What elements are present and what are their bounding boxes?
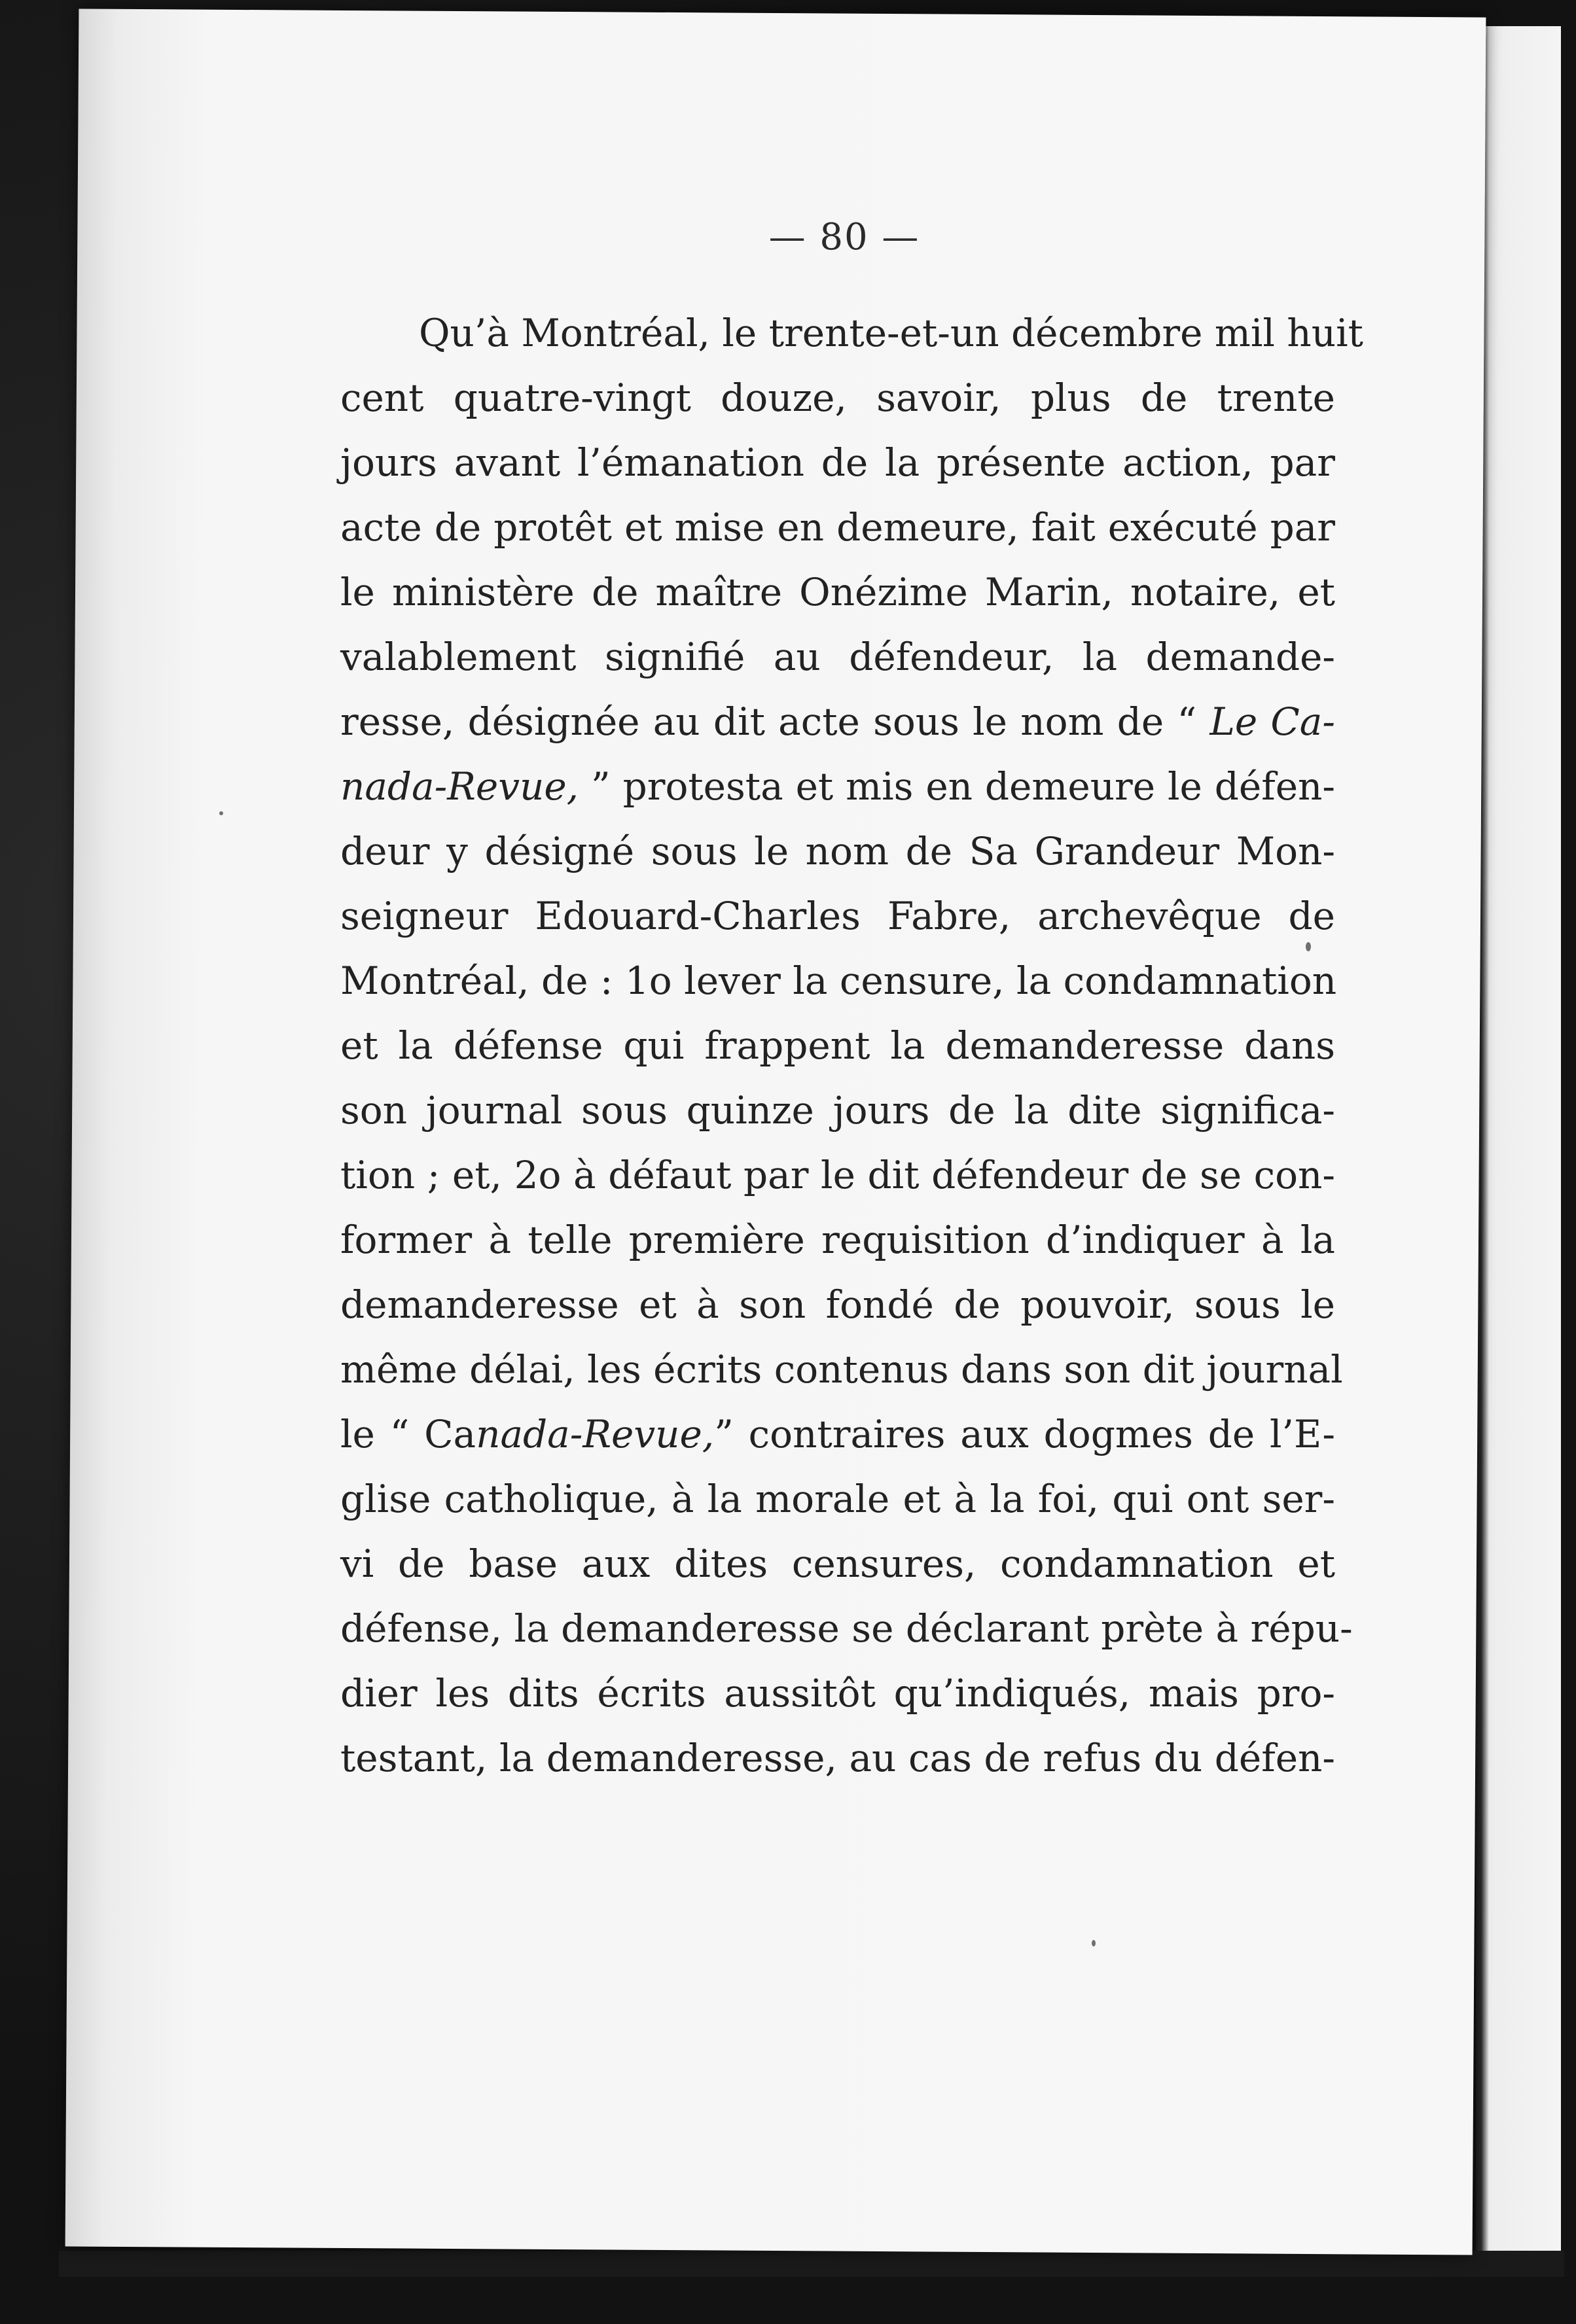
page-bottom-shadow <box>59 2251 1564 2277</box>
ink-speck <box>1306 942 1311 951</box>
text-line: le ministère de maître Onézime Marin, notaire, et <box>340 570 1335 614</box>
text-line: tion ; et, 2o à défaut par le dit défendeur de se con- <box>340 1153 1335 1197</box>
text-line: nada-Revue, ” protesta et mis en demeure le défen- <box>340 764 1335 809</box>
ink-speck <box>1092 1940 1096 1946</box>
adjacent-page-edge <box>1476 26 1561 2277</box>
text-line: acte de protêt et mise en demeure, fait exécuté par <box>340 505 1335 550</box>
text-line: resse, désignée au dit acte sous le nom de “ Le Ca- <box>340 699 1335 744</box>
text-line: cent quatre-vingt douze, savoir, plus de trente <box>340 376 1335 420</box>
text-line: valablement signifié au défendeur, la demande- <box>340 635 1335 679</box>
text-line: Qu’à Montréal, le trente-et-un décembre mil huit <box>419 311 1363 355</box>
page-number: — 80 — <box>768 216 920 258</box>
text-line: seigneur Edouard-Charles Fabre, archevêque de <box>340 894 1335 938</box>
text-line: glise catholique, à la morale et à la foi, qui ont ser- <box>340 1477 1335 1521</box>
body-text <box>340 301 1363 1791</box>
text-line: Montréal, de : 1o lever la censure, la condamnation <box>340 959 1337 1003</box>
text-line: former à telle première requisition d’indiquer à la <box>340 1218 1335 1262</box>
text-line: et la défense qui frappent la demanderesse dans <box>340 1023 1335 1068</box>
text-line: même délai, les écrits contenus dans son dit journal <box>340 1347 1343 1392</box>
journal-title-italic: Le Ca- <box>1209 699 1335 744</box>
text-line: jours avant l’émanation de la présente action, par <box>340 440 1335 485</box>
text-line: dier les dits écrits aussitôt qu’indiqués, mais pro- <box>340 1671 1335 1716</box>
journal-title-italic: nada-Revue, <box>340 764 579 809</box>
journal-title-italic: nada-Revue, <box>476 1412 715 1456</box>
text-line: le “ Canada-Revue,” contraires aux dogmes de l’E- <box>340 1412 1335 1456</box>
text-line: testant, la demanderesse, au cas de refus du défen- <box>340 1736 1335 1780</box>
text-line: vi de base aux dites censures, condamnation et <box>340 1541 1335 1586</box>
text-line: son journal sous quinze jours de la dite significa- <box>340 1088 1335 1133</box>
ink-speck <box>219 811 223 815</box>
text-line: défense, la demanderesse se déclarant prète à répu- <box>340 1606 1353 1651</box>
text-line: demanderesse et à son fondé de pouvoir, sous le <box>340 1282 1335 1327</box>
text-line: deur y désigné sous le nom de Sa Grandeur Mon- <box>340 829 1335 873</box>
